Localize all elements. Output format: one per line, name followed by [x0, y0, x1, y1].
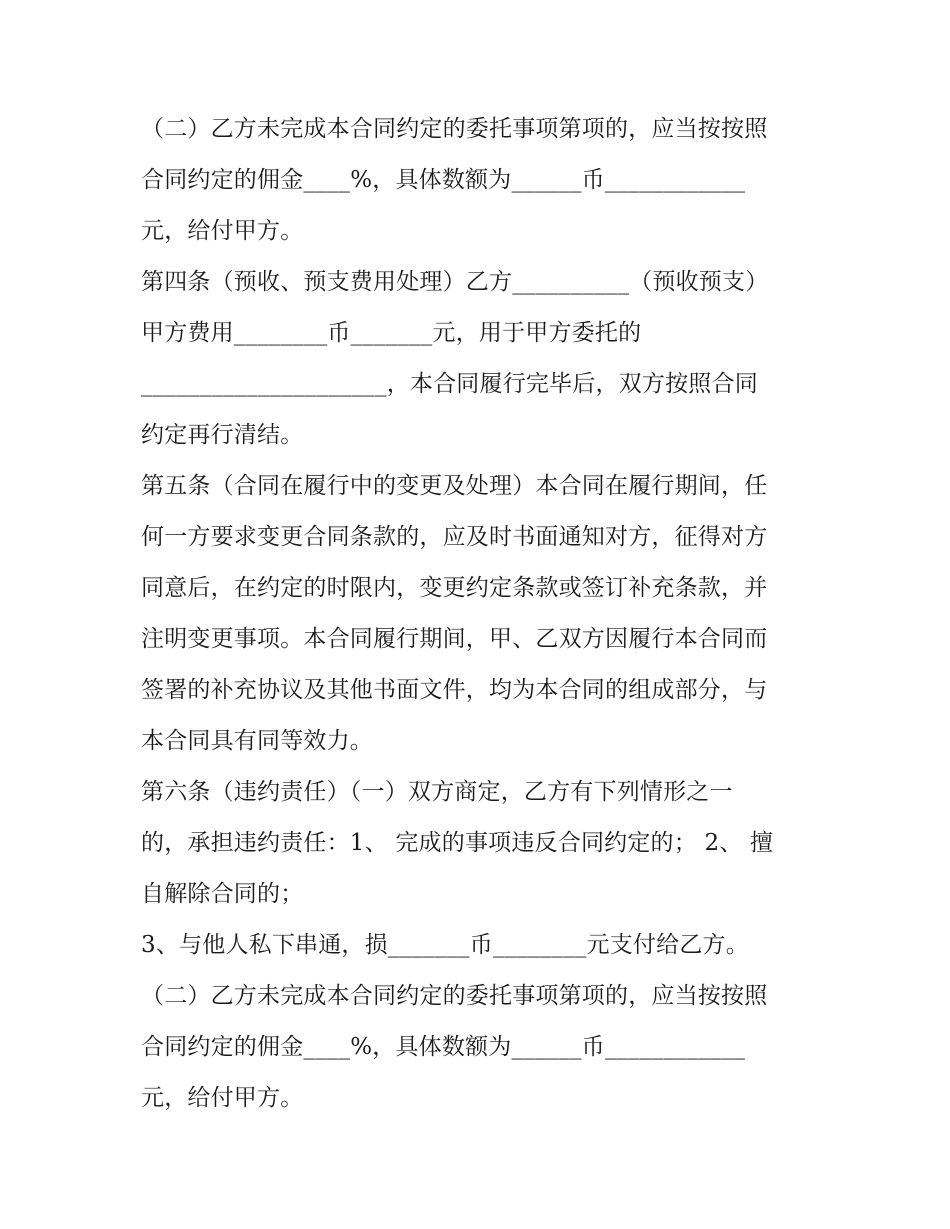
text-line: 元，给付甲方。: [141, 1085, 304, 1111]
text-line: （二）乙方未完成本合同约定的委托事项第项的，应当按按照: [141, 983, 768, 1009]
text-line: 合同约定的佣金____%，具体数额为______币____________: [141, 167, 746, 193]
document-body: [141, 104, 811, 1124]
text-line: 的，承担违约责任：1、 完成的事项违反合同约定的； 2、 擅: [141, 830, 774, 856]
text-line: 签署的补充协议及其他书面文件，均为本合同的组成部分，与: [141, 677, 768, 703]
text-line: （二）乙方未完成本合同约定的委托事项第项的，应当按按照: [141, 116, 768, 142]
text-line: 约定再行清结。: [141, 422, 304, 448]
text-line: 元，给付甲方。: [141, 218, 304, 244]
text-line: 注明变更事项。本合同履行期间，甲、乙双方因履行本合同而: [141, 626, 768, 652]
text-line: 同意后，在约定的时限内，变更约定条款或签订补充条款，并: [141, 575, 768, 601]
text-line: 第五条（合同在履行中的变更及处理）本合同在履行期间，任: [141, 473, 768, 499]
text-line: _____________________，本合同履行完毕后，双方按照合同: [141, 371, 758, 397]
text-line: 何一方要求变更合同条款的，应及时书面通知对方，征得对方: [141, 524, 768, 550]
text-line: 3、与他人私下串通，损_______币________元支付给乙方。: [141, 932, 749, 958]
text-line: 第六条（违约责任）（一）双方商定，乙方有下列情形之一: [141, 779, 733, 805]
text-line: 第四条（预收、预支费用处理）乙方__________（预收预支）: [141, 269, 769, 295]
text-line: 合同约定的佣金____%，具体数额为______币____________: [141, 1034, 746, 1060]
text-line: 自解除合同的；: [141, 881, 304, 907]
text-line: 甲方费用________币_______元，用于甲方委托的: [141, 320, 642, 346]
text-line: 本合同具有同等效力。: [141, 728, 373, 754]
